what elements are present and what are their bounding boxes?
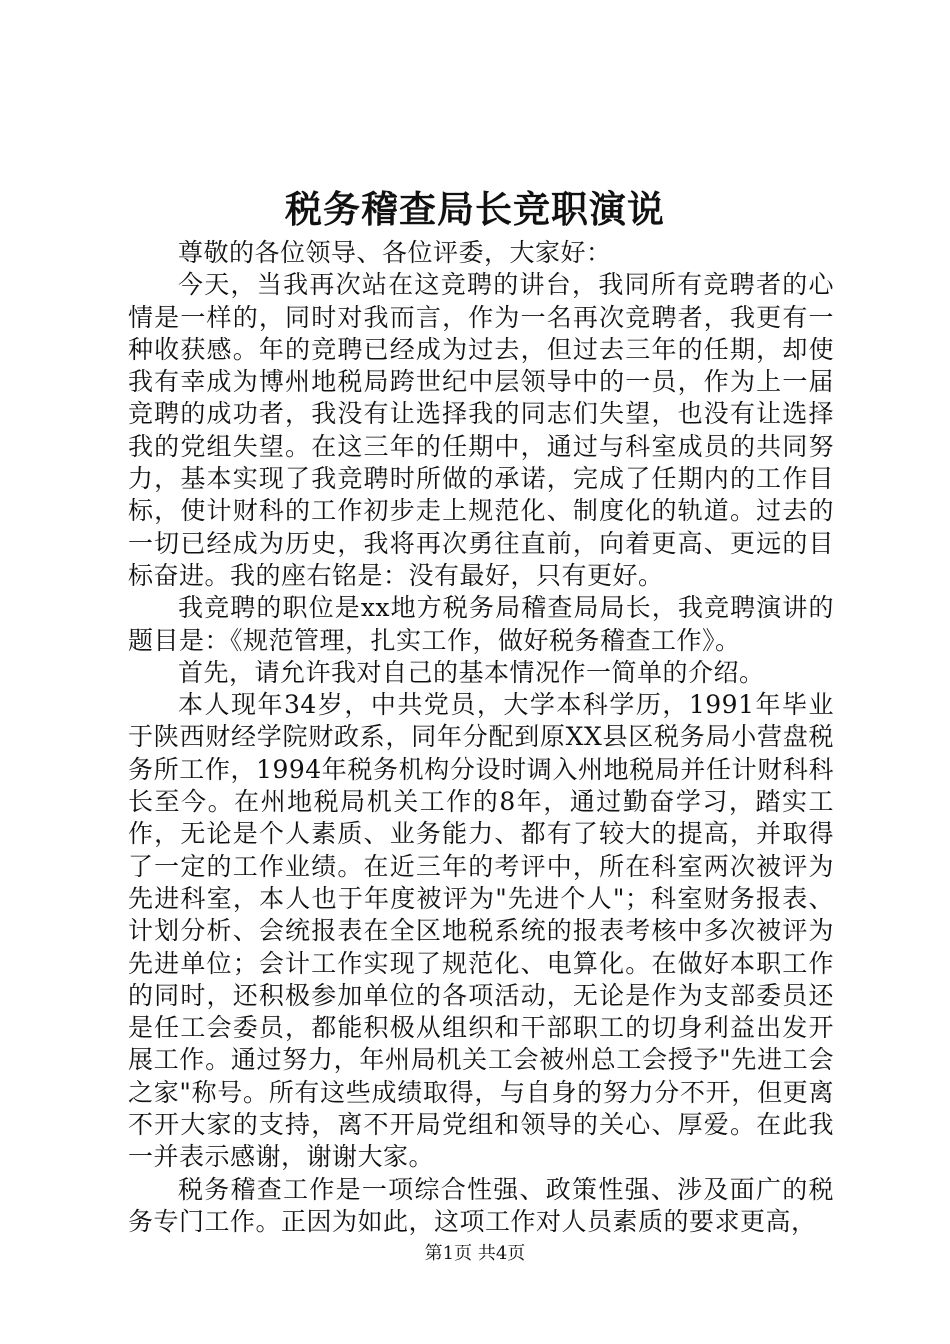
paragraph-background: 本人现年34岁，中共党员，大学本科学历，1991年毕业于陕西财经学院财政系，同年分配到原XX县区税务局小营盘税务所工作，1994年税务机构分设时调入州地税局并任计财科科长至今。在州地税局机关工作的8年，通过勤奋学习，踏实工作，无论是个人素质、业务能力、都有了较大的提高，并取得了一定的工作业绩。在近三年的考评中，所在科室两次被评为先进科室，本人也于年度被评为"先进个人"；科室财务报表、计划分析、会统报表在全区地税系统的报表考核中多次被评为先进单位；会计工作实现了规范化、电算化。在做好本职工作的同时，还积极参加单位的各项活动，无论是作为支部委员还是任工会委员，都能积极从组织和干部职工的切身利益出发开展工作。通过努力，年州局机关工会被州总工会授予"先进工会之家"称号。所有这些成绩取得，与自身的努力分不开，但更离不开大家的支持，离不开局党组和领导的关心、厚爱。在此我一并表示感谢，谢谢大家。 — [128, 690, 834, 1172]
paragraph-opening: 今天，当我再次站在这竞聘的讲台，我同所有竞聘者的心情是一样的，同时对我而言，作为一名再次竞聘者，我更有一种收获感。年的竞聘已经成为过去，但过去三年的任期，却使我有幸成为博州地税局跨世纪中层领导中的一员，作为上一届竞聘的成功者，我没有让选择我的同志们失望，也没有让选择我的党组失望。在这三年的任期中，通过与科室成员的共同努力，基本实现了我竞聘时所做的承诺，完成了任期内的工作目标，使计财科的工作初步走上规范化、制度化的轨道。过去的一切已经成为历史，我将再次勇往直前，向着更高、更远的目标奋进。我的座右铭是：没有最好，只有更好。 — [128, 270, 834, 590]
document-body — [128, 237, 834, 1238]
page-number: 第1页 共4页 — [424, 1243, 526, 1264]
paragraph-position: 我竞聘的职位是xx地方税务局稽查局局长，我竞聘演讲的题目是：《规范管理，扎实工作，做好税务稽查工作》。 — [128, 593, 834, 655]
page-title: 税务稽查局长竞职演说 — [285, 187, 665, 231]
paragraph-audit-work: 税务稽查工作是一项综合性强、政策性强、涉及面广的税务专门工作。正因为如此，这项工作对人员素质的要求更高， — [128, 1174, 834, 1236]
paragraph-greeting: 尊敬的各位领导、各位评委，大家好： — [178, 238, 612, 267]
paragraph-intro: 首先，请允许我对自己的基本情况作一简单的介绍。 — [178, 657, 765, 687]
